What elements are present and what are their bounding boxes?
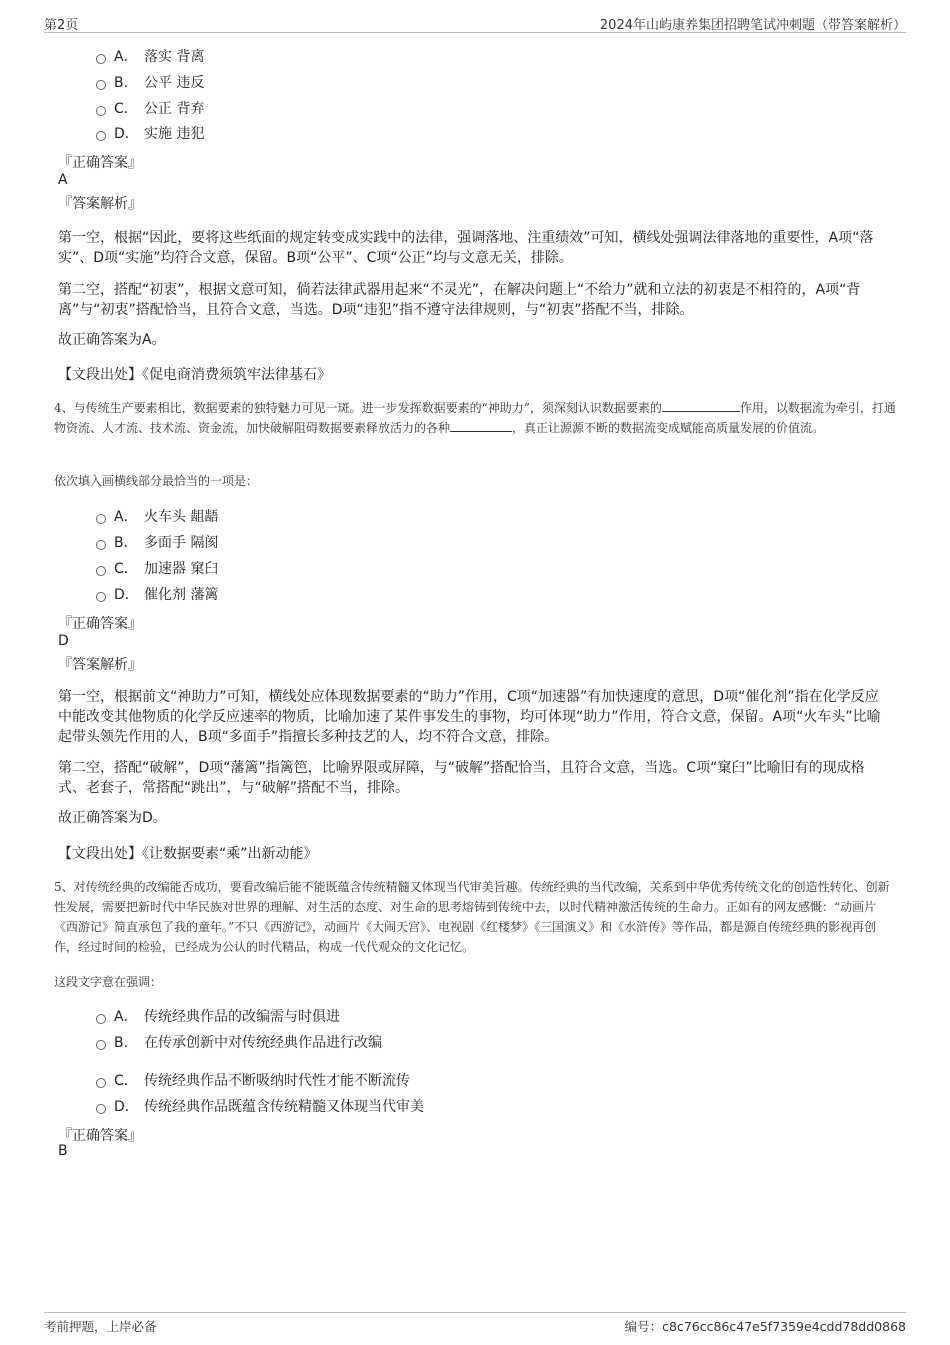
q4-option-d[interactable] xyxy=(96,585,218,605)
option-letter: D． xyxy=(114,587,139,603)
page-number: 第2页 xyxy=(44,18,79,33)
option-letter: A． xyxy=(114,49,138,65)
option-text: 在传承创新中对传统经典作品进行改编 xyxy=(144,1035,382,1051)
q3-analysis-label: 『答案解析』 xyxy=(58,196,142,212)
q5-correct-answer: B xyxy=(58,1143,68,1159)
q4-analysis-para-3: 故正确答案为D。 xyxy=(58,810,167,826)
q4-correct-label: 『正确答案』 xyxy=(58,616,142,632)
option-letter: C． xyxy=(114,1073,138,1089)
radio-icon[interactable] xyxy=(96,1104,106,1114)
option-text: 加速器 窠臼 xyxy=(144,561,219,577)
radio-icon[interactable] xyxy=(96,80,106,90)
footer-slogan: 考前押题，上岸必备 xyxy=(44,1319,157,1334)
q3-option-c[interactable] xyxy=(96,99,204,119)
q4-option-a[interactable] xyxy=(96,507,218,527)
option-text: 火车头 龃龉 xyxy=(144,509,219,525)
document-id: 编号：c8c76cc86c47e5f7359e4cdd78dd0868 xyxy=(624,1319,906,1334)
q5-prompt: 这段文字意在强调： xyxy=(54,975,163,989)
q3-option-a[interactable] xyxy=(96,47,204,67)
q4-prompt: 依次填入画横线部分最恰当的一项是： xyxy=(54,474,259,488)
q3-analysis-para-1: 第一空，根据“因此，要将这些纸面的规定转变成实践中的法律，强调落地、注重绩效”可知，横线处强调法律落地的重要性，A项“落实”、D项“实施”均符合文意，保留。B项“公平”、C项“公正”均与文意无关，排除。 xyxy=(58,230,874,266)
page-header xyxy=(44,12,906,33)
radio-icon[interactable] xyxy=(96,514,106,524)
q5-option-a[interactable] xyxy=(96,1007,340,1027)
option-letter: B． xyxy=(114,535,138,551)
option-letter: A． xyxy=(114,1009,138,1025)
q4-analysis-label: 『答案解析』 xyxy=(58,657,142,673)
page-footer xyxy=(44,1312,906,1337)
radio-icon[interactable] xyxy=(96,1014,106,1024)
q5-option-b[interactable] xyxy=(96,1033,382,1053)
option-text: 落实 背离 xyxy=(144,49,205,65)
option-letter: A． xyxy=(114,509,138,525)
option-text: 传统经典作品不断吸纳时代性才能不断流传 xyxy=(144,1073,410,1089)
radio-icon[interactable] xyxy=(96,540,106,550)
option-letter: B． xyxy=(114,75,138,91)
q3-analysis-para-3: 故正确答案为A。 xyxy=(58,332,166,348)
option-letter: D． xyxy=(114,126,139,142)
radio-icon[interactable] xyxy=(96,131,106,141)
q5-option-d[interactable] xyxy=(96,1097,424,1117)
option-letter: B． xyxy=(114,1035,138,1051)
q3-option-b[interactable] xyxy=(96,73,204,93)
radio-icon[interactable] xyxy=(96,566,106,576)
q4-analysis-para-2: 第二空，搭配“破解”，D项“藩篱”指篱笆，比喻界限或屏障，与“破解”搭配恰当，且符合文意，当选。C项“窠臼”比喻旧有的现成格式、老套子，常搭配“跳出”，与“破解”搭配不当，排除。 xyxy=(58,760,865,796)
answer-blank-1 xyxy=(662,399,740,412)
q4-analysis-para-1: 第一空，根据前文“神助力”可知，横线处应体现数据要素的“助力”作用，C项“加速器”有加快速度的意思，D项“催化剂”指在化学反应中能改变其他物质的化学反应速率的物质，比喻加速了某件事发生的事物，均可体现“助力”作用，符合文意，保留。A项“火车头”比喻起带头领先作用的人，B项“多面手”指擅长多种技艺的人，均不符合文意，排除。 xyxy=(58,689,881,745)
radio-icon[interactable] xyxy=(96,54,106,64)
q3-analysis-para-2: 第二空，搭配“初衷”，根据文意可知，倘若法律武器用起来“不灵光”，在解决问题上“不给力”就和立法的初衷是不相符的，A项“背离”与“初衷”搭配恰当，且符合文意，当选。D项“违犯”指不遵守法律规则，与“初衷”搭配不当，排除。 xyxy=(58,282,861,318)
q5-option-c[interactable] xyxy=(96,1071,410,1091)
q4-stem-part-3: ，真正让源源不断的数据流变成赋能高质量发展的价值流。 xyxy=(512,421,825,435)
q4-option-b[interactable] xyxy=(96,533,218,553)
option-text: 公正 背弃 xyxy=(144,101,205,117)
radio-icon[interactable] xyxy=(96,106,106,116)
document-title: 2024年山屿康养集团招聘笔试冲刺题（带答案解析） xyxy=(599,18,906,33)
option-text: 传统经典作品的改编需与时俱进 xyxy=(144,1009,340,1025)
q4-correct-answer: D xyxy=(58,633,69,649)
option-text: 多面手 隔阂 xyxy=(144,535,219,551)
option-letter: C． xyxy=(114,101,138,117)
option-letter: C． xyxy=(114,561,138,577)
q3-source: 【文段出处】《促电商消费须筑牢法律基石》 xyxy=(58,367,331,383)
option-letter: D． xyxy=(114,1099,139,1115)
q4-source: 【文段出处】《让数据要素“乘”出新动能》 xyxy=(58,846,318,862)
radio-icon[interactable] xyxy=(96,1040,106,1050)
q4-stem-part-2: 作用，以数据流为牵引，打通物资流、人才流、技术流、资金流，加快破解阻碍数据要素释放活力的各种 xyxy=(54,401,896,435)
radio-icon[interactable] xyxy=(96,592,106,602)
q3-correct-label: 『正确答案』 xyxy=(58,155,142,171)
q4-stem-part-1: 4、与传统生产要素相比，数据要素的独特魅力可见一斑。进一步发挥数据要素的“神助力”，须深刻认识数据要素的 xyxy=(54,401,662,415)
option-text: 催化剂 藩篱 xyxy=(144,587,219,603)
q4-stem xyxy=(54,398,899,438)
q4-option-c[interactable] xyxy=(96,559,218,579)
option-text: 传统经典作品既蕴含传统精髓又体现当代审美 xyxy=(144,1099,424,1115)
q5-correct-label: 『正确答案』 xyxy=(58,1128,142,1144)
option-text: 实施 违犯 xyxy=(144,126,205,142)
q3-option-d[interactable] xyxy=(96,124,204,144)
option-text: 公平 违反 xyxy=(144,75,205,91)
q3-correct-answer: A xyxy=(58,172,68,188)
answer-blank-2 xyxy=(450,419,512,432)
radio-icon[interactable] xyxy=(96,1078,106,1088)
q5-stem: 5、对传统经典的改编能否成功，要看改编后能不能既蕴含传统精髓又体现当代审美旨趣。传统经典的当代改编，关系到中华优秀传统文化的创造性转化、创新性发展，需要把新时代中华民族对世界的理解、对生活的态度、对生命的思考熔铸到传统中去，以时代精神激活传统的生命力。正如有的网友感慨：“动画片《西游记》简直承包了我的童年。”不只《西游记》，动画片《大闹天宫》、电视剧《红楼梦》《三国演义》和《水浒传》等作品，都是源自传统经典的影视再创作，经过时间的检验，已经成为公认的时代精品，构成一代代观众的文化记忆。 xyxy=(54,880,890,954)
